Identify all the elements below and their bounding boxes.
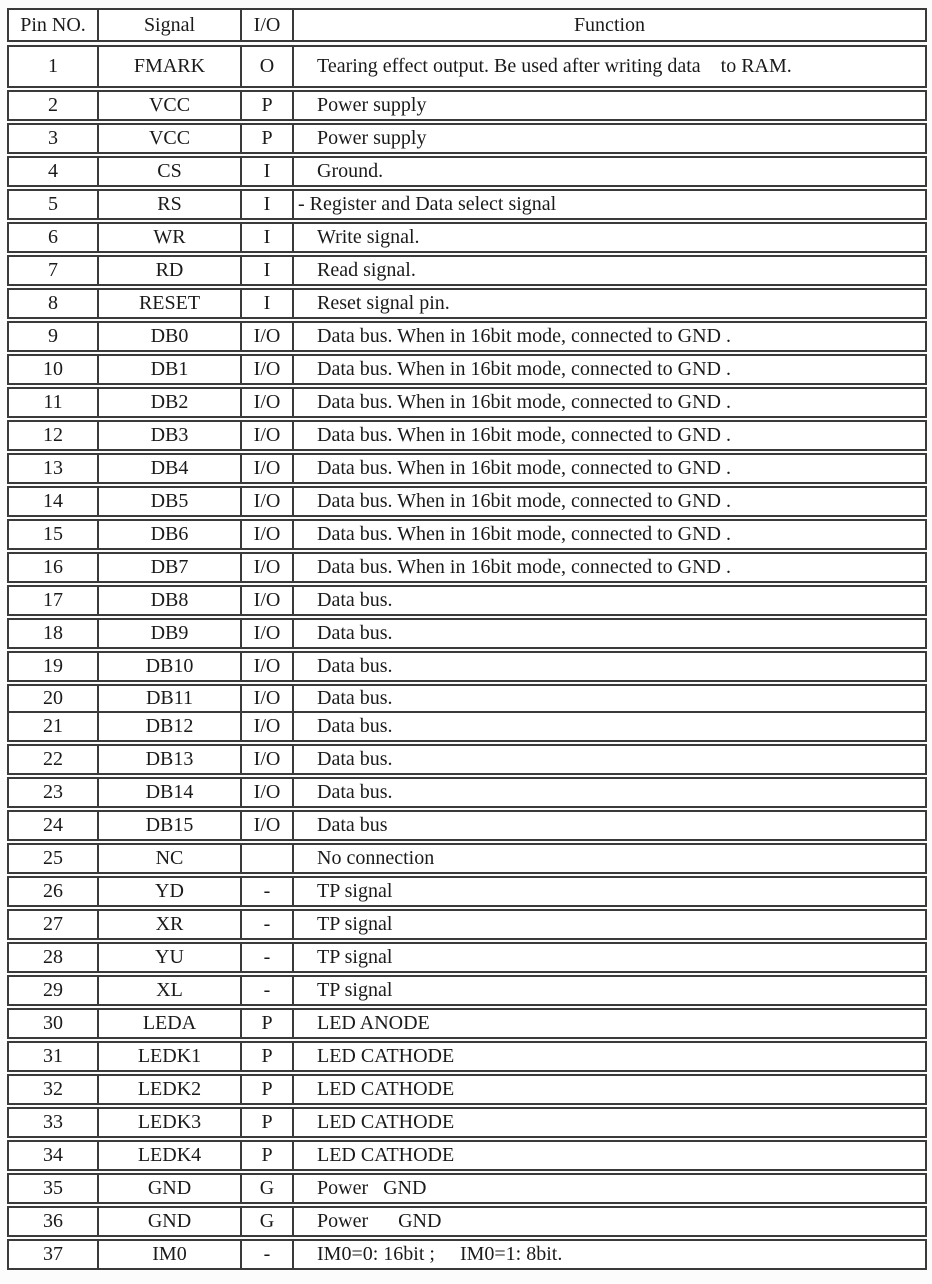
table-row <box>7 1008 927 1039</box>
table-row <box>7 975 927 1006</box>
function-cell: LED CATHODE <box>317 1078 455 1100</box>
signal-cell: YD <box>99 878 242 905</box>
function-cell: Tearing effect output. Be used after writing data to RAM. <box>317 55 792 77</box>
pin-cell: 9 <box>9 323 99 350</box>
table-row <box>7 1074 927 1105</box>
function-cell: Power GND <box>317 1210 442 1232</box>
function-cell: Data bus. When in 16bit mode, connected to GND . <box>317 325 731 347</box>
table-row <box>7 189 927 220</box>
signal-cell: VCC <box>99 92 242 119</box>
signal-cell: DB8 <box>99 587 242 614</box>
table-row <box>7 1206 927 1237</box>
signal-cell: DB3 <box>99 422 242 449</box>
table-row <box>7 843 927 874</box>
io-cell: I <box>242 191 294 218</box>
pin-cell: 3 <box>9 125 99 152</box>
header-pin-no: Pin NO. <box>9 10 99 40</box>
signal-cell: RESET <box>99 290 242 317</box>
io-cell: I/O <box>242 620 294 647</box>
function-cell: Data bus. When in 16bit mode, connected to GND . <box>317 358 731 380</box>
pin-cell: 5 <box>9 191 99 218</box>
io-cell: I/O <box>242 587 294 614</box>
table-row <box>7 288 927 319</box>
pin-cell: 7 <box>9 257 99 284</box>
table-row <box>7 156 927 187</box>
signal-cell: LEDA <box>99 1010 242 1037</box>
pin-cell: 6 <box>9 224 99 251</box>
table-row <box>7 744 927 775</box>
table-row <box>7 45 927 88</box>
io-cell: P <box>242 125 294 152</box>
signal-cell: LEDK4 <box>99 1142 242 1169</box>
signal-cell: XR <box>99 911 242 938</box>
io-cell: - <box>242 1241 294 1268</box>
signal-cell: CS <box>99 158 242 185</box>
function-cell: LED CATHODE <box>317 1045 455 1067</box>
io-cell: P <box>242 1010 294 1037</box>
table-row <box>7 1173 927 1204</box>
pin-cell: 10 <box>9 356 99 383</box>
function-cell: Data bus. When in 16bit mode, connected to GND . <box>317 556 731 578</box>
pin-cell: 21 <box>9 713 99 740</box>
signal-cell: LEDK1 <box>99 1043 242 1070</box>
pin-cell: 11 <box>9 389 99 416</box>
function-cell: - Register and Data select signal <box>298 193 557 215</box>
pin-cell: 20 <box>9 686 99 711</box>
header-function: Function <box>573 13 646 36</box>
table-row <box>7 585 927 616</box>
pin-cell: 16 <box>9 554 99 581</box>
table-row <box>7 651 927 682</box>
io-cell: G <box>242 1175 294 1202</box>
signal-cell: XL <box>99 977 242 1004</box>
pin-cell: 32 <box>9 1076 99 1103</box>
pin-cell: 8 <box>9 290 99 317</box>
function-cell: Data bus. <box>317 622 393 644</box>
table-row <box>7 1107 927 1138</box>
function-cell: TP signal <box>317 913 393 935</box>
table-row <box>7 684 927 713</box>
table-row <box>7 618 927 649</box>
signal-cell: LEDK3 <box>99 1109 242 1136</box>
function-cell: Data bus. When in 16bit mode, connected to GND . <box>317 457 731 479</box>
pin-cell: 24 <box>9 812 99 839</box>
io-cell: O <box>242 47 294 86</box>
table-row <box>7 1041 927 1072</box>
pin-cell: 35 <box>9 1175 99 1202</box>
pin-cell: 13 <box>9 455 99 482</box>
function-cell: TP signal <box>317 979 393 1001</box>
pin-cell: 29 <box>9 977 99 1004</box>
table-row <box>7 876 927 907</box>
table-row <box>7 420 927 451</box>
function-cell: Data bus. <box>317 781 393 803</box>
io-cell: I <box>242 224 294 251</box>
function-cell: Read signal. <box>317 259 416 281</box>
pin-cell: 12 <box>9 422 99 449</box>
io-cell: G <box>242 1208 294 1235</box>
function-cell: Data bus. <box>317 748 393 770</box>
signal-cell: DB6 <box>99 521 242 548</box>
pin-cell: 17 <box>9 587 99 614</box>
function-cell: TP signal <box>317 880 393 902</box>
io-cell: - <box>242 977 294 1004</box>
function-cell: Data bus. <box>317 589 393 611</box>
function-cell: LED CATHODE <box>317 1111 455 1133</box>
pin-cell: 33 <box>9 1109 99 1136</box>
function-cell: LED CATHODE <box>317 1144 455 1166</box>
signal-cell: VCC <box>99 125 242 152</box>
table-row <box>7 713 927 742</box>
signal-cell: DB0 <box>99 323 242 350</box>
table-row <box>7 222 927 253</box>
io-cell: P <box>242 1142 294 1169</box>
pin-cell: 34 <box>9 1142 99 1169</box>
table-body <box>7 45 927 1270</box>
signal-cell: DB5 <box>99 488 242 515</box>
table-header-row <box>7 8 927 42</box>
io-cell: P <box>242 1043 294 1070</box>
io-cell: - <box>242 911 294 938</box>
function-cell: Data bus. When in 16bit mode, connected to GND . <box>317 523 731 545</box>
function-cell: Reset signal pin. <box>317 292 450 314</box>
function-cell: Ground. <box>317 160 384 182</box>
signal-cell: NC <box>99 845 242 872</box>
function-cell: Power supply <box>317 94 427 116</box>
io-cell <box>242 845 294 872</box>
pin-cell: 26 <box>9 878 99 905</box>
pin-cell: 28 <box>9 944 99 971</box>
pin-cell: 14 <box>9 488 99 515</box>
pin-cell: 30 <box>9 1010 99 1037</box>
function-cell: Data bus. <box>317 715 393 737</box>
function-cell: Data bus. When in 16bit mode, connected to GND . <box>317 391 731 413</box>
io-cell: P <box>242 92 294 119</box>
table-row <box>7 810 927 841</box>
function-cell: Data bus. When in 16bit mode, connected to GND . <box>317 490 731 512</box>
pin-cell: 31 <box>9 1043 99 1070</box>
io-cell: I/O <box>242 521 294 548</box>
signal-cell: YU <box>99 944 242 971</box>
signal-cell: DB11 <box>99 686 242 711</box>
table-row <box>7 354 927 385</box>
function-cell: No connection <box>317 847 435 869</box>
table-row <box>7 1140 927 1171</box>
io-cell: I/O <box>242 812 294 839</box>
signal-cell: DB7 <box>99 554 242 581</box>
signal-cell: IM0 <box>99 1241 242 1268</box>
signal-cell: DB13 <box>99 746 242 773</box>
pin-cell: 15 <box>9 521 99 548</box>
signal-cell: DB14 <box>99 779 242 806</box>
signal-cell: DB12 <box>99 713 242 740</box>
pin-cell: 27 <box>9 911 99 938</box>
table-row <box>7 1239 927 1270</box>
function-cell: LED ANODE <box>317 1012 430 1034</box>
io-cell: I/O <box>242 422 294 449</box>
function-cell: Data bus. <box>317 687 393 709</box>
table-row <box>7 453 927 484</box>
signal-cell: DB10 <box>99 653 242 680</box>
table-row <box>7 777 927 808</box>
io-cell: I/O <box>242 746 294 773</box>
pin-cell: 23 <box>9 779 99 806</box>
signal-cell: DB9 <box>99 620 242 647</box>
io-cell: P <box>242 1076 294 1103</box>
signal-cell: RS <box>99 191 242 218</box>
table-row <box>7 255 927 286</box>
function-cell: Data bus. <box>317 655 393 677</box>
signal-cell: DB15 <box>99 812 242 839</box>
function-cell: Power supply <box>317 127 427 149</box>
io-cell: I/O <box>242 323 294 350</box>
function-cell: Data bus. When in 16bit mode, connected to GND . <box>317 424 731 446</box>
io-cell: I/O <box>242 713 294 740</box>
pin-cell: 37 <box>9 1241 99 1268</box>
pin-cell: 18 <box>9 620 99 647</box>
io-cell: I/O <box>242 554 294 581</box>
signal-cell: RD <box>99 257 242 284</box>
signal-cell: DB4 <box>99 455 242 482</box>
table-row <box>7 321 927 352</box>
table-row <box>7 486 927 517</box>
signal-cell: DB1 <box>99 356 242 383</box>
io-cell: I/O <box>242 356 294 383</box>
io-cell: I <box>242 158 294 185</box>
io-cell: I/O <box>242 455 294 482</box>
table-row <box>7 387 927 418</box>
pin-cell: 1 <box>9 47 99 86</box>
function-cell: IM0=0: 16bit ; IM0=1: 8bit. <box>317 1243 563 1265</box>
pin-cell: 4 <box>9 158 99 185</box>
function-cell: Power GND <box>317 1177 427 1199</box>
pin-definition-table <box>7 8 927 1270</box>
signal-cell: LEDK2 <box>99 1076 242 1103</box>
io-cell: I/O <box>242 488 294 515</box>
header-io: I/O <box>242 10 294 40</box>
io-cell: I/O <box>242 779 294 806</box>
header-signal: Signal <box>99 10 242 40</box>
table-row <box>7 123 927 154</box>
pin-cell: 19 <box>9 653 99 680</box>
signal-cell: GND <box>99 1208 242 1235</box>
signal-cell: FMARK <box>99 47 242 86</box>
io-cell: I/O <box>242 686 294 711</box>
signal-cell: DB2 <box>99 389 242 416</box>
signal-cell: GND <box>99 1175 242 1202</box>
io-cell: - <box>242 878 294 905</box>
table-row <box>7 90 927 121</box>
pin-cell: 22 <box>9 746 99 773</box>
io-cell: I/O <box>242 653 294 680</box>
function-cell: Data bus <box>317 814 388 836</box>
table-row <box>7 552 927 583</box>
io-cell: I <box>242 290 294 317</box>
pin-cell: 2 <box>9 92 99 119</box>
signal-cell: WR <box>99 224 242 251</box>
io-cell: I <box>242 257 294 284</box>
function-cell: TP signal <box>317 946 393 968</box>
pin-cell: 36 <box>9 1208 99 1235</box>
function-cell: Write signal. <box>317 226 420 248</box>
io-cell: I/O <box>242 389 294 416</box>
io-cell: P <box>242 1109 294 1136</box>
table-row <box>7 519 927 550</box>
pin-cell: 25 <box>9 845 99 872</box>
io-cell: - <box>242 944 294 971</box>
table-row <box>7 909 927 940</box>
table-row <box>7 942 927 973</box>
